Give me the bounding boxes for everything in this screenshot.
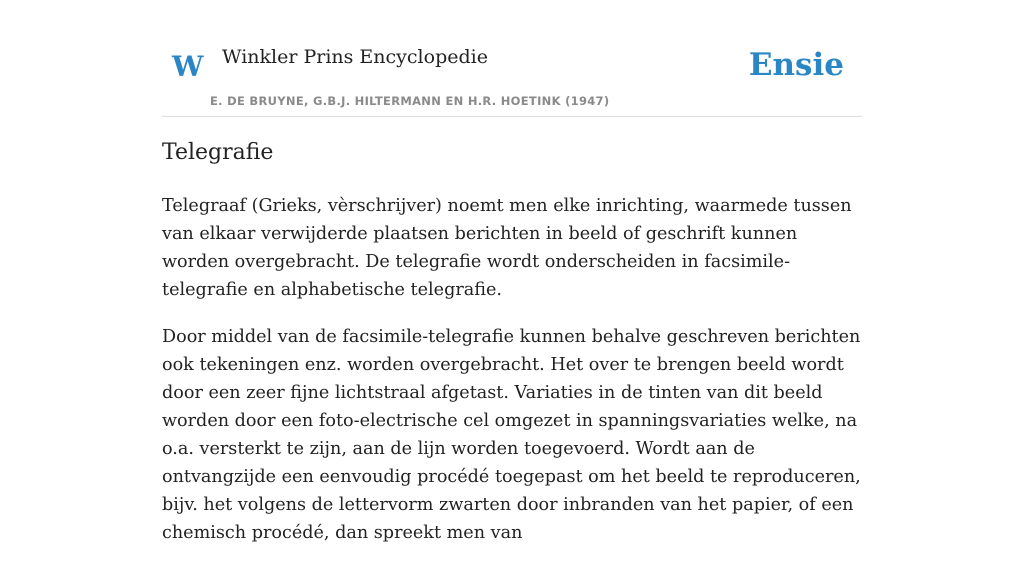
- source-title[interactable]: Winkler Prins Encyclopedie: [222, 46, 488, 68]
- article-paragraph: Door middel van de facsimile-telegrafie kunnen behalve geschreven berichten ook tekeningen enz. worden overgebracht. Het over te brengen beeld wordt door een zeer fijne lichtstraal afgetast. Variaties in de tinten van dit beeld worden door een foto-electrische cel omgezet in spanningsvariaties welke, na o.a. versterkt te zijn, aan de lijn worden toegevoerd. Wordt aan de ontvangzijde een eenvoudig procédé toegepast om het beeld te reproduceren, bijv. het volgens de lettervorm zwarten door inbranden van het papier, of een chemisch procédé, dan spreekt men van: [162, 327, 861, 543]
- source-authors: E. DE BRUYNE, G.B.J. HILTERMANN EN H.R. HOETINK (1947): [210, 94, 610, 108]
- article-paragraph: Telegraaf (Grieks, vèrschrijver) noemt men elke inrichting, waarmede tussen van elkaar verwijderde plaatsen berichten in beeld of geschrift kunnen worden overgebracht. De telegrafie wordt onderscheiden in facsimile-telegrafie en alphabetische telegrafie.: [162, 196, 852, 300]
- article-title: Telegrafie: [162, 140, 274, 165]
- source-header: [162, 0, 862, 117]
- page: [162, 0, 862, 543]
- ensie-logo-link[interactable]: Ensie: [748, 47, 844, 83]
- winkler-prins-logo[interactable]: W: [172, 50, 204, 83]
- article-body: [162, 192, 862, 566]
